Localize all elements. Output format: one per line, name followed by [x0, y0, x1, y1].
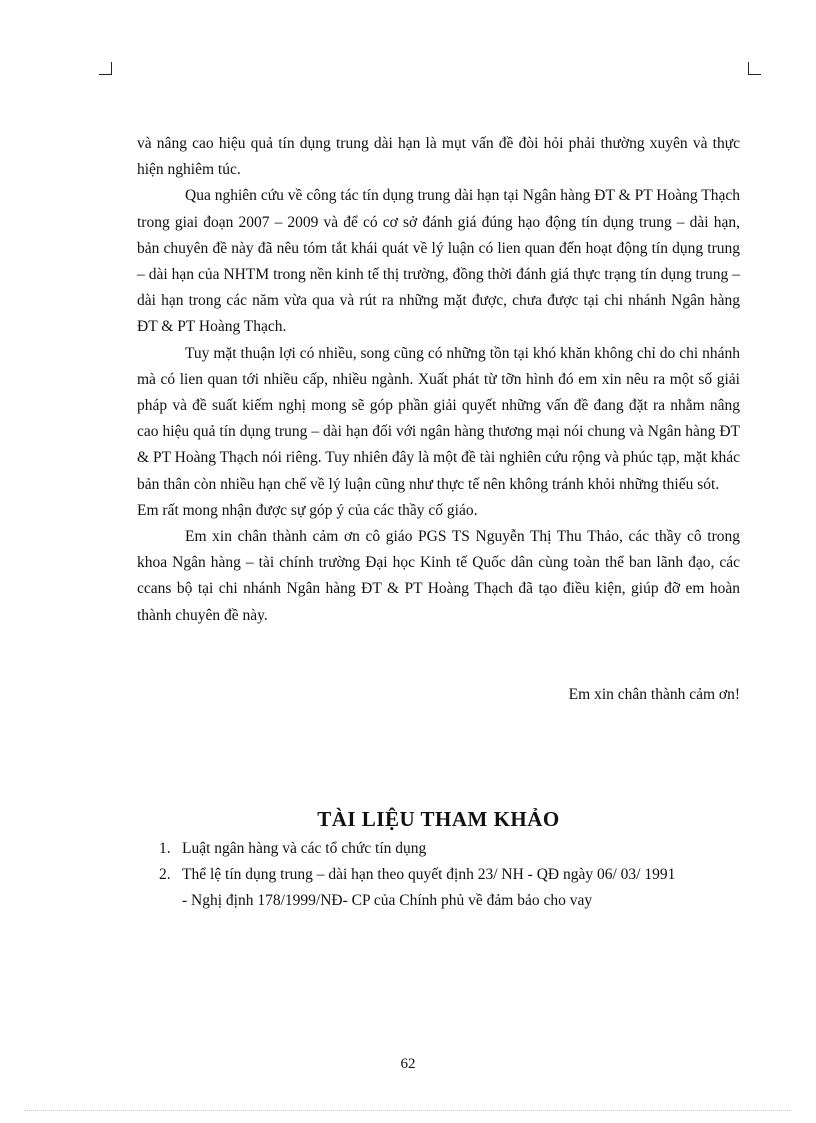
reference-item [137, 836, 740, 862]
crop-mark-top-right [748, 62, 761, 75]
page-number: 62 [400, 1056, 416, 1072]
signoff: Em xin chân thành cảm ơn! [568, 685, 740, 703]
crop-mark-top-left [99, 62, 112, 75]
reference-item [137, 862, 740, 888]
reference-sub-item: - Nghị định 178/1999/NĐ- CP của Chính phủ về đảm bảo cho vay [182, 892, 593, 910]
reference-number: 1. [159, 839, 171, 857]
paragraph-2: Qua nghiên cứu về công tác tín dụng trung dài hạn tại Ngân hàng ĐT & PT Hoàng Thạch trong giai đoạn 2007 – 2009 và để có cơ sở đánh giá đúng hạo động tín dụng trung – dài hạn, bản chuyên đề này đã nêu tóm tắt khái quát về lý luận có lien quan đến hoạt động tín dụng trung – dài hạn của NHTM trong nền kinh tế thị trường, đồng thời đánh giá thực trạng tín dụng trung – dài hạn trong các năm vừa qua và rút ra những mặt được, chưa được tại chi nhánh Ngân hàng ĐT & PT Hoàng Thạch. [137, 187, 740, 336]
page-content [137, 131, 740, 914]
footer-dotted-line [24, 1110, 792, 1111]
references-list [137, 836, 740, 888]
paragraph-1: và nâng cao hiệu quả tín dụng trung dài hạn là mụt vấn đề đòi hỏi phải thường xuyên và thực hiện nghiêm túc. [137, 135, 740, 179]
reference-text: Luật ngân hàng và các tổ chức tín dụng [182, 839, 427, 857]
reference-text: Thể lệ tín dụng trung – dài hạn theo quyết định 23/ NH - QĐ ngày 06/ 03/ 1991 [182, 866, 676, 884]
paragraph-4: Em rất mong nhận được sự góp ý của các thầy cố giáo. [137, 501, 478, 519]
paragraph-3: Tuy mặt thuận lợi có nhiều, song cũng có những tồn tại khó khăn không chỉ do chi nhánh mà có lien quan tới nhiều cấp, nhiều ngành. Xuất phát từ tỡn hình đó em xin nêu ra một số giải pháp và đề suất kiếm nghị mong sẽ góp phần giải quyết những vấn đề đang đặt ra nhằm nâng cao hiệu quả tín dụng trung – dài hạn đối với ngân hàng thương mại nói chung và Ngân hàng ĐT & PT Hoàng Thạch nói riêng. Tuy nhiên đây là một đề tài nghiên cứu rộng và phúc tạp, mặt khác bản thân còn nhiều hạn chế về lý luận cũng như thực tế nên không tránh khỏi những thiếu sót. [137, 344, 740, 493]
references-title: TÀI LIỆU THAM KHẢO [317, 806, 560, 831]
paragraph-5: Em xin chân thành cảm ơn cô giáo PGS TS Nguyễn Thị Thu Thảo, các thầy cô trong khoa Ngân hàng – tài chính trường Đại học Kinh tế Quốc dân cùng toàn thể ban lãnh đạo, các ccans bộ tại chi nhánh Ngân hàng ĐT & PT Hoàng Thạch đã tạo điều kiện, giúp đỡ em hoàn thành chuyên đề này. [137, 528, 740, 624]
reference-number: 2. [159, 866, 171, 884]
